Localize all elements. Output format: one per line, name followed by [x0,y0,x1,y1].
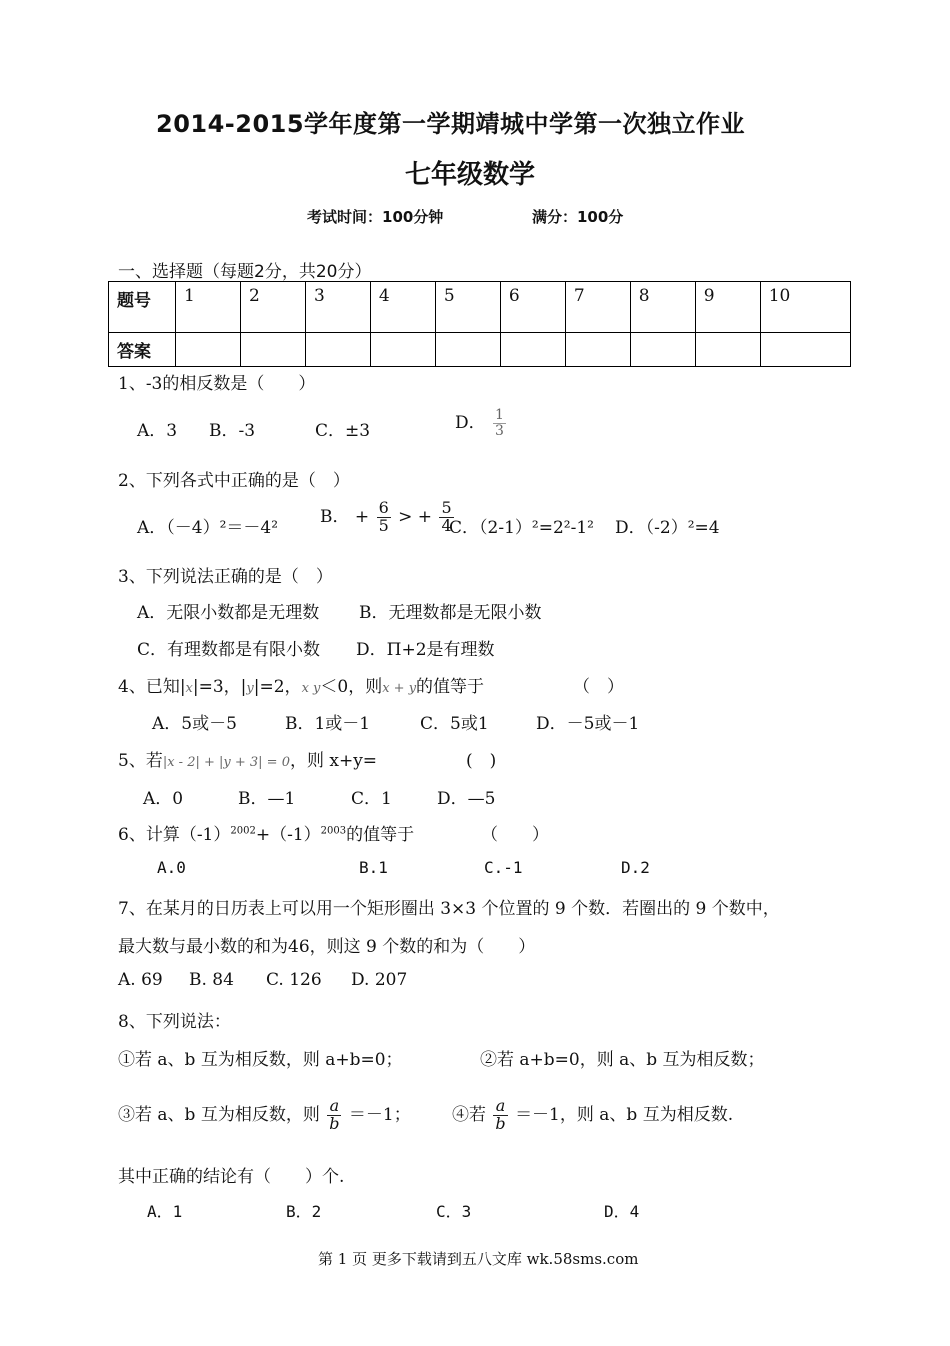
fraction-denominator: 3 [495,423,504,439]
q7-option-b: B. 84 [189,970,234,990]
q2-option-b [320,500,456,535]
q8-statement-4 [452,1098,733,1133]
answer-cell[interactable] [305,333,370,367]
question-number-cell: 6 [500,282,565,333]
answer-cell[interactable] [435,333,500,367]
answer-cell[interactable] [370,333,435,367]
q5-text: ，则 x+y= [289,751,378,771]
answer-cell[interactable] [760,333,850,367]
q7-option-d: D. 207 [351,970,408,990]
q2-option-d: D．（-2）²=4 [615,518,720,538]
expression-x-plus-y: x + y [382,681,417,696]
q4-option-a: A．5或－5 [152,714,237,734]
exponent: 2003 [320,825,347,837]
q4-text: ＜0，则 [320,677,383,697]
question-number-cell: 2 [240,282,305,333]
q4-text: |=2， [253,677,302,697]
fraction-six-fifths [377,500,391,535]
question-7-line-1: 7、在某月的日历表上可以用一个矩形圈出 3×3 个位置的 9 个数．若圈出的 9 个数中， [118,899,780,919]
question-3-stem: 3、下列说法正确的是（ ） [118,567,333,587]
question-8-stem: 8、下列说法： [118,1012,231,1032]
q5-option-c: C．1 [351,789,392,809]
fraction-numerator: 5 [441,498,452,517]
exam-time: 考试时间：100分钟 [307,208,444,226]
q1-option-c: C．±3 [315,421,371,441]
q8-conclusion: 其中正确的结论有（ ）个. [118,1167,345,1187]
q4-text: 4、已知| [118,677,186,697]
fraction-denominator: 5 [378,515,389,535]
q4-text: |=3，| [192,677,247,697]
absolute-value-equation: |x - 2| + |y + 3| = 0 [162,755,290,770]
answer-cell[interactable] [176,333,241,367]
q1-option-b: B．-3 [209,421,256,441]
question-number-cell: 1 [176,282,241,333]
q5-text: 5、若 [118,751,163,771]
q6-text: 6、计算（-1） [118,825,231,845]
answer-cell[interactable] [240,333,305,367]
question-number-cell: 3 [305,282,370,333]
question-number-cell: 4 [370,282,435,333]
q3-option-b: B．无理数都是无限小数 [359,603,542,623]
question-number-cell: 8 [630,282,695,333]
q5-option-d: D．—5 [437,789,496,809]
q8-option-b: B．2 [286,1202,322,1221]
expression-xy: x y [301,681,321,696]
question-1-stem: 1、-3的相反数是（ ） [118,374,316,394]
q4-option-c: C．5或1 [420,714,489,734]
q6-option-d: D.2 [621,858,650,877]
question-number-label: 题号 [109,282,176,333]
answer-cell[interactable] [695,333,760,367]
fraction-numerator: 6 [378,498,389,517]
variable-x: x [185,681,193,696]
fraction-denominator: b [495,1113,506,1133]
q8-text: ＝－1； [348,1104,411,1125]
document-title: 2014-2015学年度第一学期靖城中学第一次独立作业 [156,110,746,138]
question-4-stem [118,672,484,697]
fraction-denominator: b [329,1113,340,1133]
question-5-stem [118,746,377,771]
q3-option-a: A．无限小数都是无理数 [137,603,320,623]
q1-option-d [455,408,508,439]
q8-option-a: A．1 [147,1202,183,1221]
question-2-stem: 2、下列各式中正确的是（ ） [118,471,350,491]
q6-option-b: B.1 [359,858,388,877]
answer-label: 答案 [109,333,176,367]
q4-text: 的值等于 [416,677,485,697]
q8-option-d: D．4 [604,1202,640,1221]
question-number-cell: 9 [695,282,760,333]
document-subtitle: 七年级数学 [405,160,536,190]
table-row [109,282,851,333]
question-number-cell: 10 [760,282,850,333]
q4-option-d: D．－5或－1 [536,714,640,734]
q3-option-d: D．Π+2是有理数 [356,640,495,660]
q6-answer-paren: （ ） [481,825,549,845]
q6-option-a: A.0 [157,858,186,877]
q7-option-a: A. 69 [118,970,163,990]
q8-text: ＝－1，则 a、b 互为相反数. [515,1104,734,1125]
q7-option-c: C. 126 [266,970,322,990]
fraction-denominator: 4 [441,515,452,535]
q4-answer-paren: （ ） [573,677,624,697]
answer-cell[interactable] [500,333,565,367]
question-number-cell: 7 [565,282,630,333]
q1-option-d-prefix: D． [455,413,486,433]
question-7-line-2: 最大数与最小数的和为46，则这 9 个数的和为（ ） [118,937,536,957]
answer-cell[interactable] [630,333,695,367]
q8-statement-1: ①若 a、b 互为相反数，则 a+b=0； [118,1050,403,1070]
table-row [109,333,851,367]
question-number-cell: 5 [435,282,500,333]
q8-statement-2: ②若 a+b=0，则 a、b 互为相反数； [480,1050,765,1070]
q6-option-c: C.-1 [484,858,523,877]
q3-option-c: C．有理数都是有限小数 [137,640,321,660]
question-6-stem [118,820,414,845]
variable-y: y [246,681,254,696]
q8-text: ④若 [452,1104,486,1125]
q8-option-c: C．3 [436,1202,472,1221]
fraction-a-over-b [493,1098,507,1133]
q5-answer-paren: ( ) [466,751,497,771]
fraction-numerator: a [327,1098,341,1116]
answer-table [108,281,851,367]
page-footer: 第 1 页 更多下载请到五八文库 wk.58sms.com [318,1250,639,1268]
q4-option-b: B．1或－1 [285,714,371,734]
q2-option-c: C．（2-1）²=2²-1² [449,518,594,538]
fraction-one-third [493,408,506,438]
q5-option-b: B．—1 [238,789,296,809]
answer-cell[interactable] [565,333,630,367]
q6-text: 的值等于 [346,825,415,845]
fraction-numerator: 1 [495,407,504,424]
q8-statement-3 [118,1098,411,1133]
q8-text: ③若 a、b 互为相反数，则 [118,1104,320,1125]
fraction-a-over-b [327,1098,341,1133]
q2-option-b-prefix: B． [320,506,350,527]
q2-option-a: A．（－4）²＝－4² [137,518,279,538]
plus-sign: + [354,506,370,527]
full-score: 满分：100分 [532,208,624,226]
q6-text: +（-1） [255,825,321,845]
section-heading: 一、选择题（每题2分，共20分） [118,262,372,282]
greater-than-sign: > + [398,506,433,527]
q5-option-a: A．0 [143,789,184,809]
q1-option-a: A．3 [137,421,178,441]
fraction-numerator: a [493,1098,507,1116]
exponent: 2002 [230,825,256,837]
